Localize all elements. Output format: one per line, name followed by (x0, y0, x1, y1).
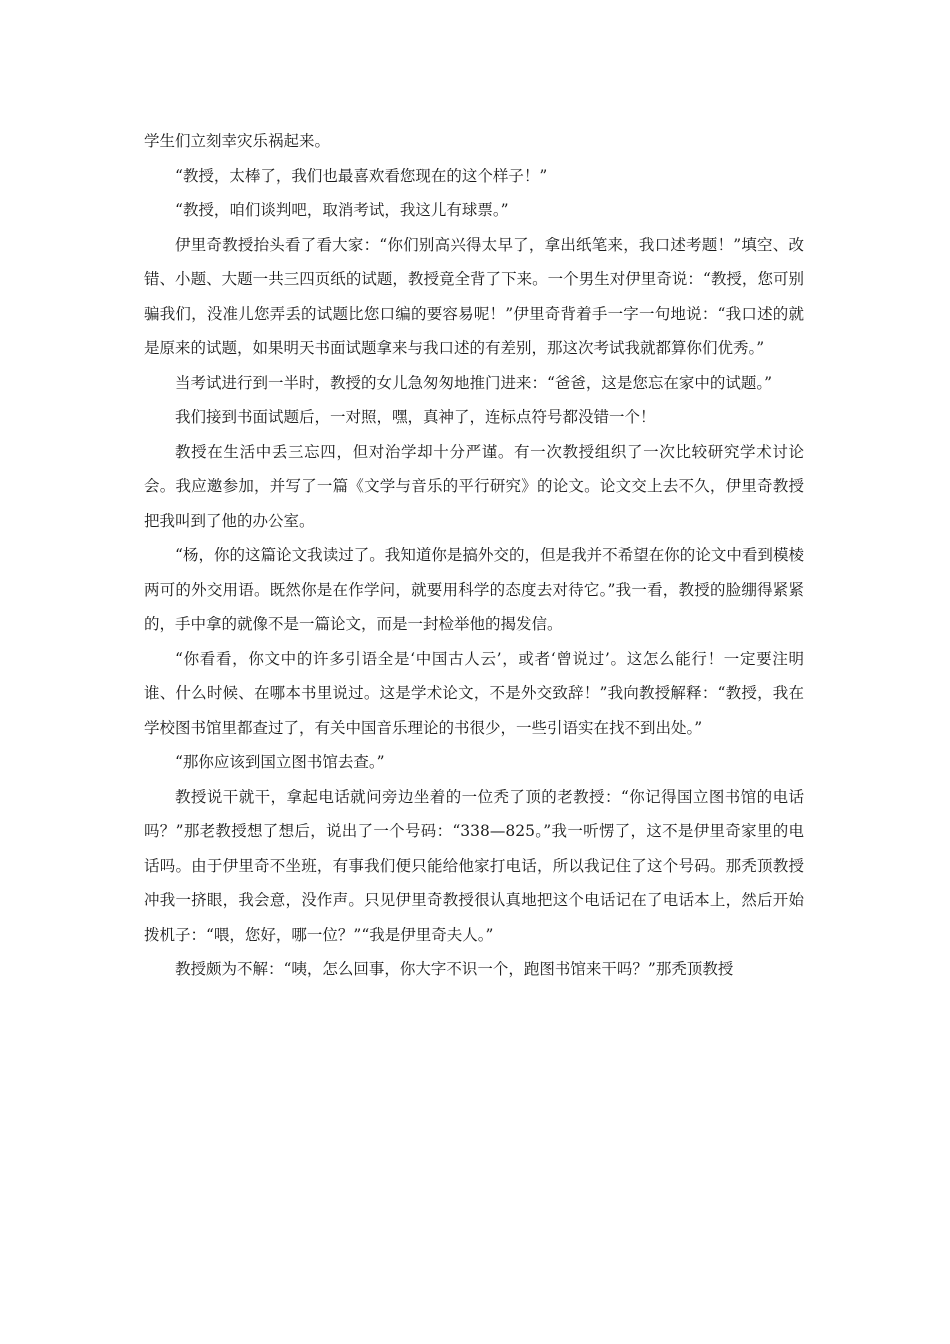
paragraph: “杨，你的这篇论文我读过了。我知道你是搞外交的，但是我并不希望在你的论文中看到模棱两可的外交用语。既然你是在作学问，就要用科学的态度去对待它。”我一看，教授的脸绷得紧紧的，手中拿的就像不是一篇论文，而是一封检举他的揭发信。 (144, 546, 804, 633)
document-body (144, 124, 804, 987)
paragraph: 学生们立刻幸灾乐祸起来。 (144, 132, 331, 150)
paragraph: “教授，咱们谈判吧，取消考试，我这儿有球票。” (175, 201, 509, 219)
paragraph: 伊里奇教授抬头看了看大家：“你们别高兴得太早了，拿出纸笔来，我口述考题！”填空、改错、小题、大题一共三四页纸的试题，教授竟全背了下来。一个男生对伊里奇说：“教授，您可别骗我们，没准儿您弄丢的试题比您口编的要容易呢！”伊里奇背着手一字一句地说：“我口述的就是原来的试题，如果明天书面试题拿来与我口述的有差别，那这次考试我就都算你们优秀。” (144, 235, 804, 357)
paragraph: 我们接到书面试题后，一对照，嘿，真神了，连标点符号都没错一个！ (175, 408, 656, 426)
paragraph: “你看看，你文中的许多引语全是‘中国古人云’，或者‘曾说过’。这怎么能行！一定要注明谁、什么时候、在哪本书里说过。这是学术论文，不是外交致辞！”我向教授解释：“教授，我在学校图书馆里都查过了，有关中国音乐理论的书很少，一些引语实在找不到出处。” (144, 649, 804, 737)
paragraph: 当考试进行到一半时，教授的女儿急匆匆地推门进来：“爸爸，这是您忘在家中的试题。” (175, 373, 773, 392)
paragraph: 教授颇为不解：“咦，怎么回事，你大字不识一个，跑图书馆来干吗？”那秃顶教授 (175, 960, 734, 978)
paragraph: 教授说干就干，拿起电话就问旁边坐着的一位秃了顶的老教授：“你记得国立图书馆的电话吗？”那老教授想了想后，说出了一个号码：“338—825。”我一听愣了，这不是伊里奇家里的电话吗。由于伊里奇不坐班，有事我们便只能给他家打电话，所以我记住了这个号码。那秃顶教授冲我一挤眼，我会意，没作声。只见伊里奇教授很认真地把这个电话记在了电话本上，然后开始拨机子：“喂，您好，哪一位？”“我是伊里奇夫人。” (144, 787, 804, 944)
paragraph: “那你应该到国立图书馆去查。” (175, 753, 385, 771)
paragraph: 教授在生活中丢三忘四，但对治学却十分严谨。有一次教授组织了一次比较研究学术讨论会。我应邀参加，并写了一篇《文学与音乐的平行研究》的论文。论文交上去不久，伊里奇教授把我叫到了他的办公室。 (144, 442, 804, 530)
paragraph: “教授，太棒了，我们也最喜欢看您现在的这个样子！” (175, 166, 548, 185)
